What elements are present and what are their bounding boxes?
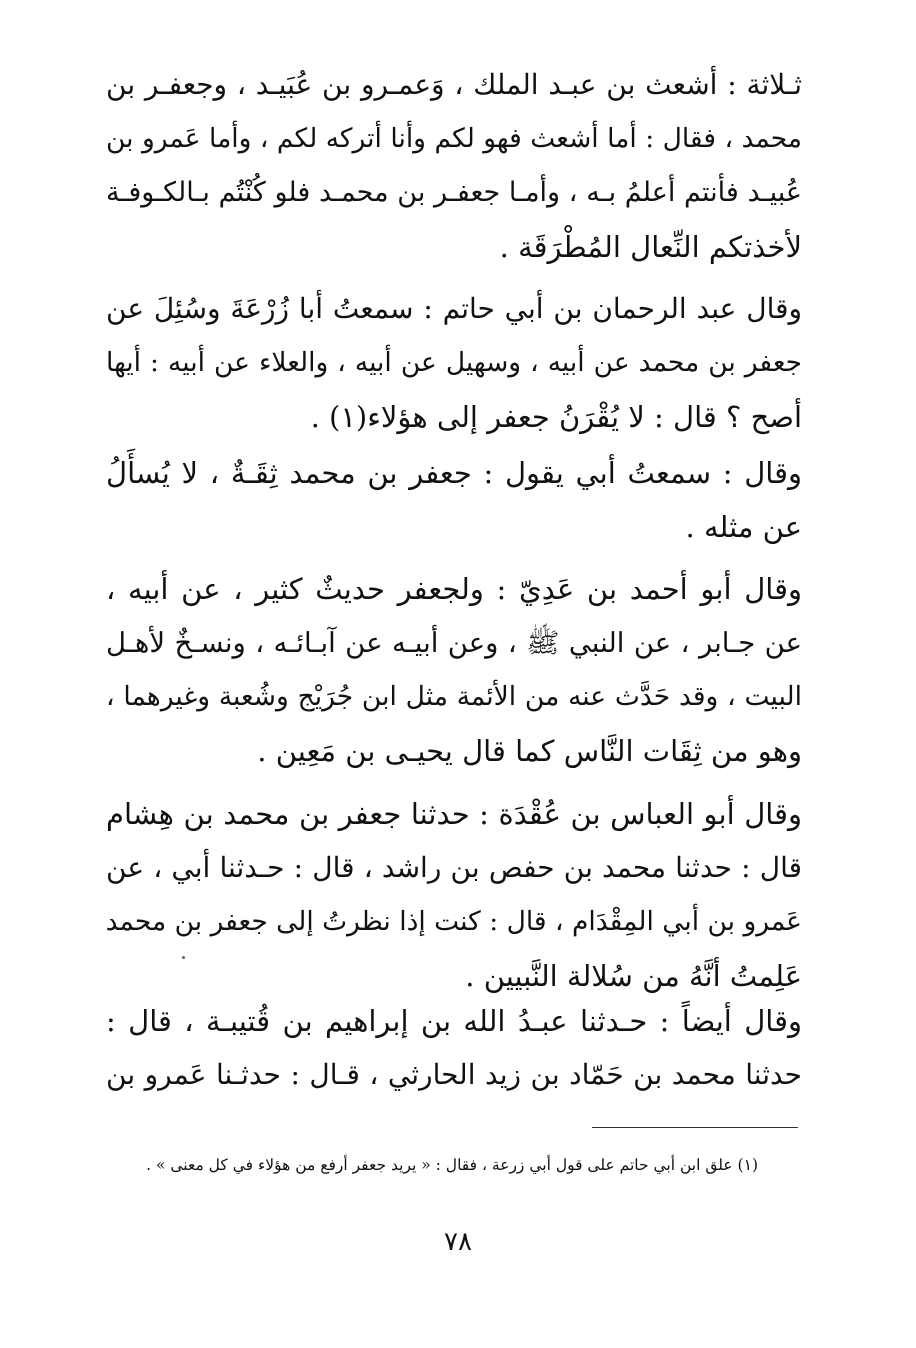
text-line: وقال عبد الرحمان بن أبي حاتم : سمعتُ أبا زُرْعَةَ وسُئِلَ عن <box>106 292 802 325</box>
text-line: وهو من ثِقَات النَّاس كما قال يحيـى بن مَعِين . <box>257 734 802 768</box>
text-line: عَلِمتُ أنَّهُ من سُلالة النَّبيين . <box>465 959 802 993</box>
paragraph-1 <box>106 58 802 274</box>
text-line: ثـلاثة : أشعث بن عبـد الملك ، وَعمـرو بن عُبَيـد ، وجعفـر بن <box>106 68 802 101</box>
paragraph-5 <box>106 787 802 1003</box>
paragraph-3 <box>106 446 802 554</box>
text-line: عن مثله . <box>685 510 802 544</box>
text-line: وقال أيضاً : حـدثنا عبـدُ الله بن إبراهيم بن قُتيبـة ، قال : <box>106 1004 802 1038</box>
text-line: وقال أبو العباس بن عُقْدَة : حدثنا جعفر بن محمد بن هِشام <box>106 797 802 831</box>
paragraph-2 <box>106 282 802 444</box>
text-line: حدثنا محمد بن حَمّاد بن زيد الحارثي ، قـال : حدثـنا عَمرو بن <box>106 1058 802 1091</box>
text-line: وقال أبو أحمد بن عَدِيّ : ولجعفر حديثٌ كثير ، عن أبيه ، <box>106 572 802 606</box>
text-line: محمد ، فقال : أما أشعث فهو لكم وأنا أتركه لكم ، وأما عَمرو بن <box>106 123 802 154</box>
text-line: وقال : سمعتُ أبي يقول : جعفر بن محمد ثِقَـةٌ ، لا يُسأَلُ <box>106 456 802 490</box>
page-number: ٧٨ <box>444 1227 472 1257</box>
text-line: عُبيـد فأنتم أعلمُ بـه ، وأمـا جعفـر بن محمـد فلو كُنْتُم بـالكـوفـة <box>106 177 802 208</box>
text-line: أصح ؟ قال : لا يُقْرَنُ جعفر إلى هؤلاء(١) . <box>310 400 802 434</box>
footnote-separator <box>592 1127 798 1128</box>
text-line: قال : حدثنا محمد بن حفص بن راشد ، قال : حـدثنا أبي ، عن <box>106 851 802 884</box>
footnote: (١) علق ابن أبي حاتم على قول أبي زرعة ، فقال : « يريد جعفر أرفع من هؤلاء في كل معنى » . <box>146 1156 758 1174</box>
text-line: جعفر بن محمد عن أبيه ، وسهيل عن أبيه ، والعلاء عن أبيه : أيها <box>106 347 802 378</box>
paragraph-4 <box>106 562 802 778</box>
text-line: عَمرو بن أبي المِقْدَام ، قال : كنت إذا نظرتُ إلى جعفر بن محمد <box>105 906 802 937</box>
text-line: عن جـابر ، عن النبي ﷺ ، وعن أبيـه عن آبـائـه ، ونسـخٌ لأهـل <box>106 627 802 659</box>
paragraph-6 <box>106 994 802 1102</box>
text-line: البيت ، وقد حَدَّث عنه من الأئمة مثل ابن جُرَيْج وشُعبة وغيرهما ، <box>106 681 802 712</box>
text-line: لأخذتكم النِّعال المُطْرَقَة . <box>499 230 802 264</box>
print-speck <box>182 956 185 959</box>
